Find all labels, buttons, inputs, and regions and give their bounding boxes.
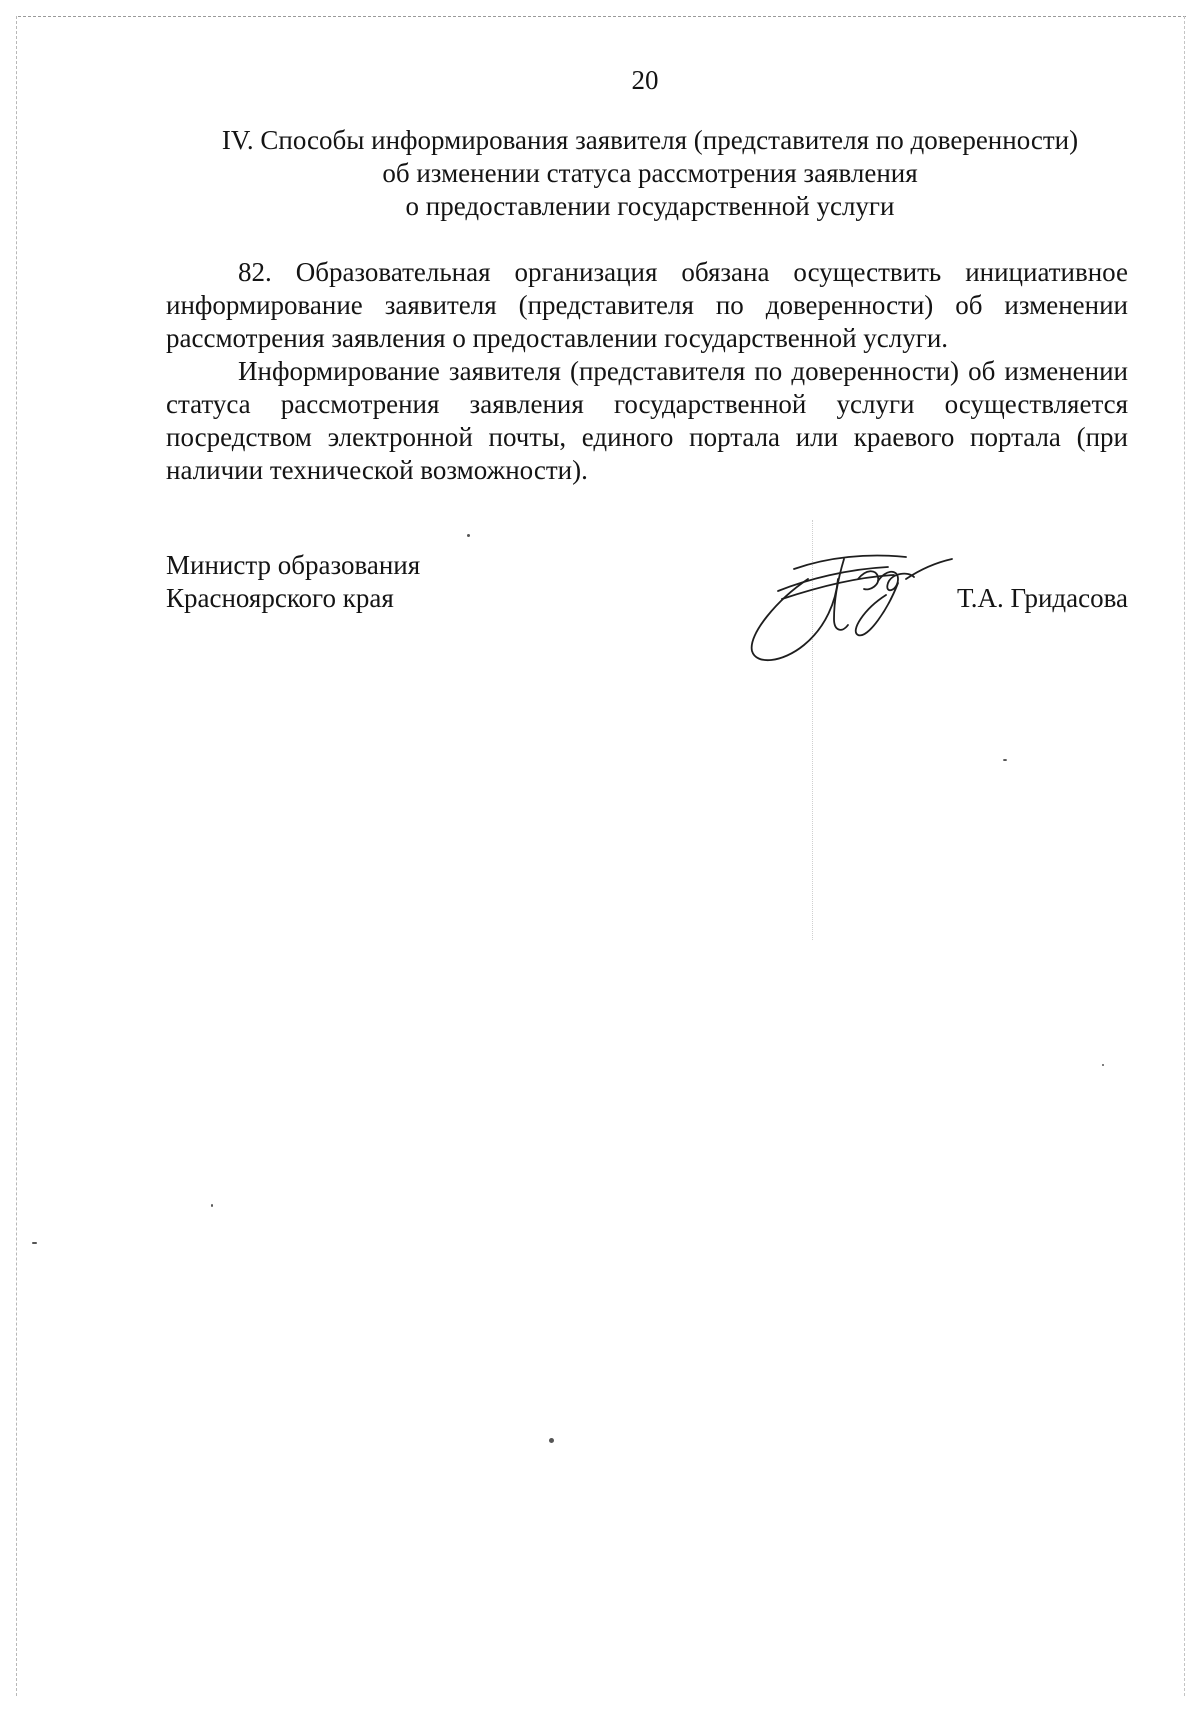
- page-number: 20: [631, 65, 659, 95]
- scan-edge-left: [16, 16, 17, 1696]
- scan-speck: [549, 1438, 554, 1443]
- scan-edge-top: [18, 16, 1186, 17]
- scan-speck: [32, 1242, 37, 1244]
- scan-speck: [211, 1204, 213, 1207]
- signatory-name: Т.А. Гридасова: [957, 583, 1128, 613]
- signatory-position: [166, 549, 420, 615]
- paragraph-82: 82. Образовательная организация обязана осуществить инициативное информирование заявителя (представителя по доверенности) об изменении рассмотрения заявления о предоставлении государственной услуги.: [166, 257, 1128, 353]
- body-text: [166, 256, 1128, 487]
- scan-speck: [467, 534, 470, 537]
- section-heading-line: об изменении статуса рассмотрения заявления: [382, 158, 918, 188]
- section-heading-line: о предоставлении государственной услуги: [405, 191, 895, 221]
- signatory-position-line: Красноярского края: [166, 583, 394, 613]
- section-heading-line: IV. Способы информирования заявителя (представителя по доверенности): [221, 125, 1079, 155]
- signatory-position-line: Министр образования: [166, 550, 421, 580]
- signature-block: [166, 549, 1128, 669]
- handwritten-signature: [738, 539, 978, 669]
- scan-speck: [1102, 1064, 1104, 1066]
- section-heading: [150, 124, 1150, 223]
- scan-speck: [1003, 759, 1007, 761]
- scan-edge-right: [1184, 16, 1185, 1696]
- paragraph-informing: Информирование заявителя (представителя по доверенности) об изменении статуса рассмотрения заявления государственной услуги осуществляется посредством электронной почты, единого портала или краевого портала (при наличии технической возможности).: [166, 356, 1128, 485]
